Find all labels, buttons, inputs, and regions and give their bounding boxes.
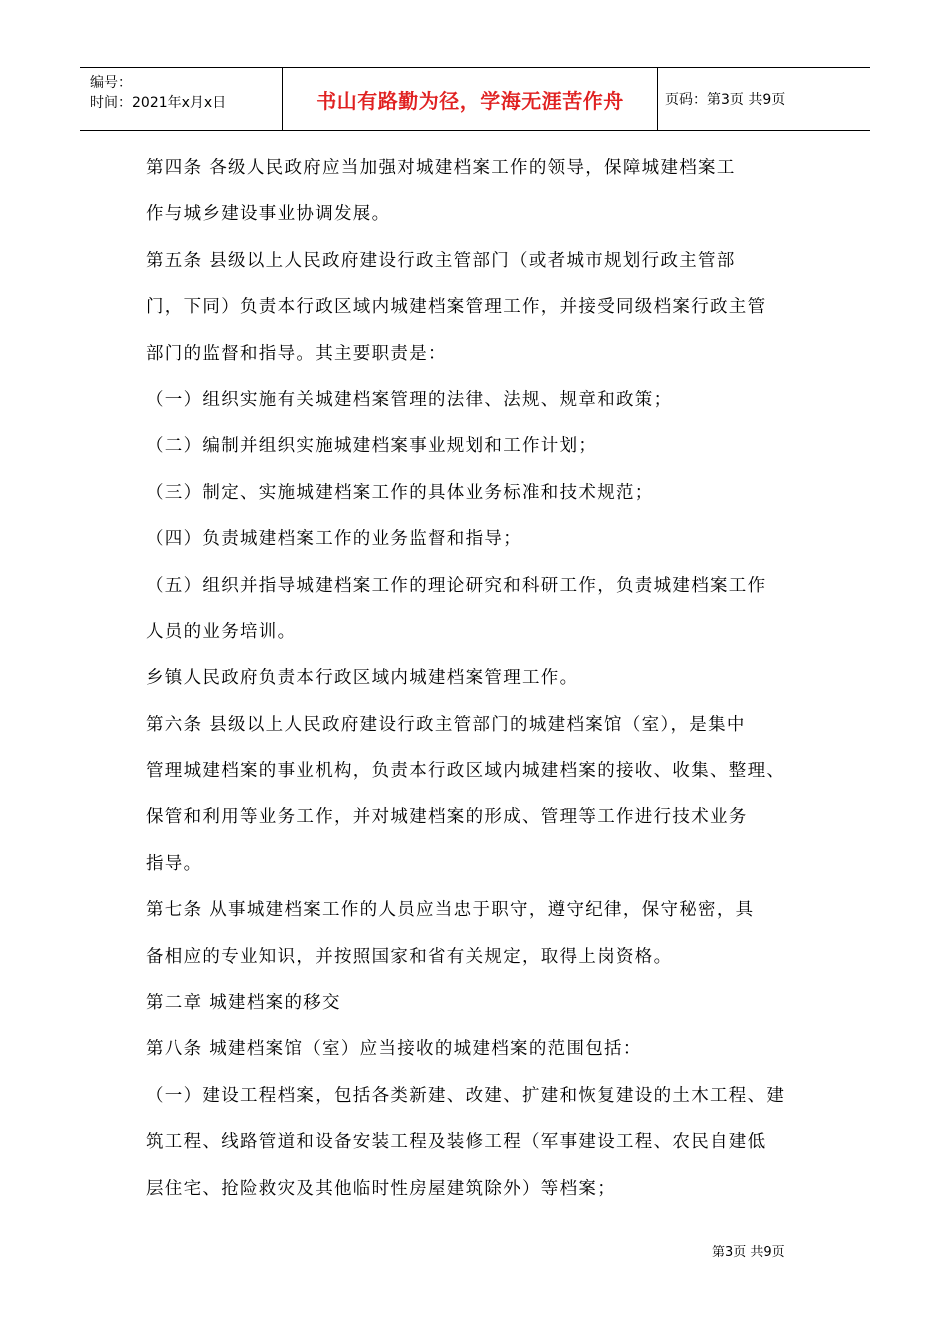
- text-line: （三）制定、实施城建档案工作的具体业务标准和技术规范；: [146, 482, 654, 503]
- text-line: 第七条 从事城建档案工作的人员应当忠于职守，遵守纪律，保守秘密，具: [146, 900, 755, 921]
- text-line: 第五条 县级以上人民政府建设行政主管部门（或者城市规划行政主管部: [146, 250, 736, 271]
- text-line: 作与城乡建设事业协调发展。: [146, 204, 391, 225]
- document-body: [146, 150, 816, 1217]
- text-line: （四）负责城建档案工作的业务监督和指导；: [146, 529, 522, 550]
- page-footer: 第3页 共9页: [712, 1245, 785, 1260]
- text-line: 筑工程、线路管道和设备安装工程及装修工程（军事建设工程、农民自建低: [146, 1132, 767, 1153]
- text-line: （一）组织实施有关城建档案管理的法律、法规、规章和政策；: [146, 389, 673, 410]
- text-line: 第四条 各级人民政府应当加强对城建档案工作的领导，保障城建档案工: [146, 158, 736, 178]
- header-motto-cell: [282, 68, 658, 130]
- date-label: 时间：2021年x月x日: [90, 95, 227, 111]
- text-line: 保管和利用等业务工作，并对城建档案的形成、管理等工作进行技术业务: [146, 807, 748, 828]
- header-meta-cell: [80, 68, 282, 130]
- text-line: 乡镇人民政府负责本行政区域内城建档案管理工作。: [146, 668, 579, 689]
- text-line: 人员的业务培训。: [146, 621, 297, 642]
- text-line: 备相应的专业知识，并按照国家和省有关规定，取得上岗资格。: [146, 946, 673, 967]
- header-page-cell: [657, 68, 870, 130]
- text-line: （二）编制并组织实施城建档案事业规划和工作计划；: [146, 436, 598, 457]
- text-line: 部门的监督和指导。其主要职责是：: [146, 343, 447, 364]
- header-page-ref: 页码：第3页 共9页: [665, 92, 786, 108]
- page-header: [80, 67, 870, 131]
- serial-label: 编号：: [90, 75, 132, 91]
- text-line: 第八条 城建档案馆（室）应当接收的城建档案的范围包括：: [146, 1039, 642, 1060]
- text-line: 第二章 城建档案的移交: [146, 993, 341, 1014]
- text-line: （五）组织并指导城建档案工作的理论研究和科研工作，负责城建档案工作: [146, 575, 767, 596]
- text-line: 层住宅、抢险救灾及其他临时性房屋建筑除外）等档案；: [146, 1178, 616, 1199]
- text-line: 指导。: [146, 853, 203, 874]
- motto-text: 书山有路勤为径，学海无涯苦作舟: [316, 88, 624, 113]
- text-line: 第六条 县级以上人民政府建设行政主管部门的城建档案馆（室），是集中: [146, 714, 746, 735]
- text-line: 门，下同）负责本行政区域内城建档案管理工作，并接受同级档案行政主管: [146, 297, 767, 318]
- text-line: 管理城建档案的事业机构，负责本行政区域内城建档案的接收、收集、整理、: [146, 761, 786, 782]
- text-line: （一）建设工程档案，包括各类新建、改建、扩建和恢复建设的土木工程、建: [146, 1085, 786, 1106]
